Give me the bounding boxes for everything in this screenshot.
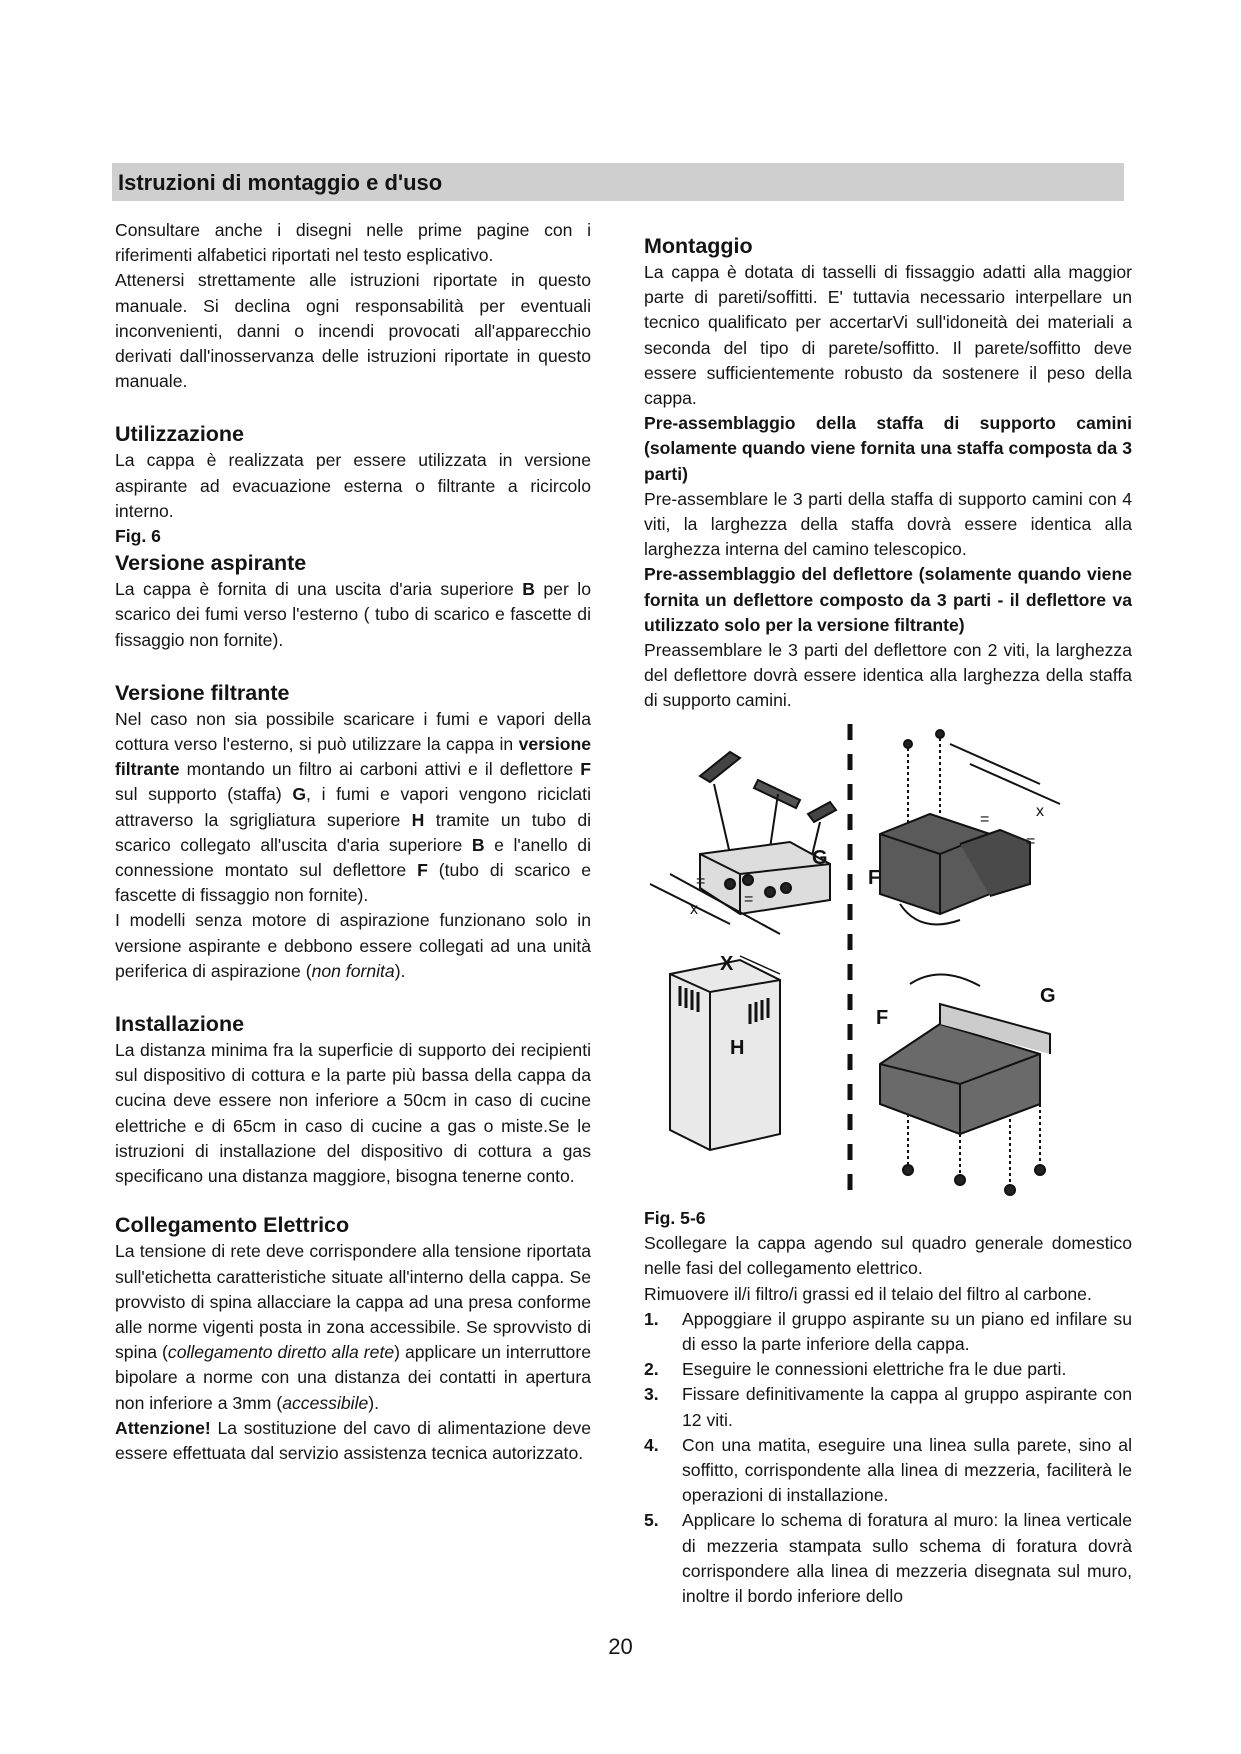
step-item: 2. Eseguire le connessioni elettriche fra le due parti.: [644, 1359, 1067, 1380]
section-banner: [112, 163, 1124, 201]
fig-5-6-text-2: Rimuovere il/i filtro/i grassi ed il telaio del filtro al carbone.: [644, 1283, 1092, 1304]
steps-list: [644, 1307, 1132, 1609]
label-x-small-1: x: [690, 901, 698, 918]
intro-paragraph-2: Attenersi strettamente alle istruzioni riportate in questo manuale. Si declina ogni responsabilità per eventuali inconvenienti, danni o incendi provocati all'apparecchio derivati dall'inosservanza delle istruzioni riportate in questo manuale.: [115, 270, 591, 392]
utilizzazione-heading: Utilizzazione: [115, 422, 245, 447]
right-column-top: [644, 232, 1132, 714]
pre-assemblaggio-deflettore-text: Preassemblare le 3 parti del deflettore con 2 viti, la larghezza del deflettore dovrà essere identica alla larghezza della staffa di supporto camini.: [644, 640, 1132, 711]
montaggio-heading: Montaggio: [644, 234, 753, 258]
intro-paragraph-1: Consultare anche i disegni nelle prime pagine con i riferimenti alfabetici riportati nel testo esplicativo.: [115, 220, 591, 266]
versione-aspirante-text: La cappa è fornita di una uscita d'aria superiore B per lo scarico dei fumi verso l'esterno ( tubo di scarico e fascette di fissaggio non fornite).: [115, 579, 591, 650]
versione-aspirante-heading: Versione aspirante: [115, 551, 307, 576]
left-column: [115, 218, 591, 1466]
label-h: H: [730, 1037, 745, 1059]
page-number: 20: [608, 1634, 633, 1659]
pre-assemblaggio-staffa-heading: Pre-assemblaggio della staffa di supporto camini (solamente quando viene fornita una staffa composta da 3 parti): [644, 413, 1132, 484]
collegamento-elettrico-heading: Collegamento Elettrico: [115, 1213, 350, 1238]
fig-6-label: Fig. 6: [115, 526, 161, 547]
label-x-small-2: x: [1036, 803, 1044, 820]
montaggio-text: La cappa è dotata di tasselli di fissaggio adatti alla maggior parte di pareti/soffitti. E' tuttavia necessario interpellare un tecnico qualificato per accertarVi sull'idoneità dei materiali a seconda del tipo di parete/soffitto. Il parete/soffitto deve essere sufficientemente robusto da sostenere il peso della cappa.: [644, 262, 1132, 409]
label-f-2: F: [876, 1007, 889, 1029]
step-item: 3. Fissare definitivamente la cappa al gruppo aspirante con 12 viti.: [644, 1384, 1132, 1430]
section-title: Istruzioni di montaggio e d'uso: [118, 170, 443, 195]
step-item: 4. Con una matita, eseguire una linea sulla parete, sino al soffitto, corrispondente alla linea di mezzeria, faciliterà le operazioni di installazione.: [644, 1434, 1132, 1506]
label-eq-4: =: [1026, 833, 1036, 850]
right-column-bottom: [644, 1206, 1132, 1609]
label-x: X: [720, 953, 734, 975]
pre-assemblaggio-staffa-text: Pre-assemblare le 3 parti della staffa di supporto camini con 4 viti, la larghezza della staffa dovrà essere identica alla larghezza interna del camino telescopico.: [644, 488, 1132, 560]
pre-assemblaggio-deflettore-heading: Pre-assemblaggio del deflettore (solamente quando viene fornita un deflettore composto da 3 parti - il deflettore va utilizzato solo per la versione filtrante): [644, 564, 1132, 635]
label-eq-1: =: [696, 873, 706, 890]
fig-5-6-text-1: Scollegare la cappa agendo sul quadro generale domestico nelle fasi del collegamento elettrico.: [644, 1233, 1132, 1279]
label-f-1: F: [868, 867, 881, 889]
label-eq-3: =: [980, 811, 990, 828]
label-g-1: G: [812, 847, 828, 869]
utilizzazione-text: La cappa è realizzata per essere utilizzata in versione aspirante ad evacuazione esterna o filtrante a ricircolo interno.: [115, 450, 591, 521]
assembly-figure: [640, 724, 1140, 1204]
fig-5-6-label: Fig. 5-6: [644, 1208, 706, 1228]
collegamento-elettrico-text: La tensione di rete deve corrispondere alla tensione riportata sull'etichetta caratteristiche situate all'interno della cappa. Se provvisto di spina allacciare la cappa ad una presa conforme alle norme vigenti posta in zona accessibile. Se sprovvisto di spina (collegamento diretto alla rete) applicare un interruttore bipolare a norme con una distanza dei contatti in apertura non inferiore a 3mm (accessibile).: [115, 1241, 591, 1413]
installazione-heading: Installazione: [115, 1012, 245, 1037]
step-item: 5. Applicare lo schema di foratura al muro: la linea verticale di mezzeria stampata sullo schema di foratura dovrà corrispondere alla linea di mezzeria disegnata sul muro, inoltre il bordo inferiore dello: [644, 1510, 1132, 1607]
label-eq-2: =: [744, 891, 754, 908]
versione-filtrante-text: Nel caso non sia possibile scaricare i fumi e vapori della cottura verso l'esterno, si può utilizzare la cappa in versione filtrante montando un filtro ai carboni attivi e il deflettore F sul supporto (staffa) G, i fumi e vapori vengono riciclati attraverso la sgrigliatura superiore H tramite un tubo di scarico collegato all'uscita d'aria superiore B e l'anello di connessione montato sul deflettore F (tubo di scarico e fascette di fissaggio non fornite).: [115, 708, 592, 906]
installazione-text: La distanza minima fra la superficie di supporto dei recipienti sul dispositivo di cottura e la parte più bassa della cappa da cucina deve essere non inferiore a 50cm in caso di cucine elettriche e di 65cm in caso di cucine a gas o miste.Se le istruzioni di installazione del dispositivo di cottura a gas specificano una distanza maggiore, bisogna tenerne conto.: [115, 1040, 591, 1187]
versione-filtrante-heading: Versione filtrante: [115, 680, 290, 705]
attenzione-text: Attenzione! La sostituzione del cavo di alimentazione deve essere effettuata dal servizio assistenza tecnica autorizzato.: [115, 1417, 591, 1463]
modelli-senza-motore-text: I modelli senza motore di aspirazione funzionano solo in versione aspirante e debbono essere collegati ad una unità periferica di aspirazione (non fornita).: [115, 910, 591, 981]
label-g-2: G: [1040, 985, 1056, 1007]
step-item: 1. Appoggiare il gruppo aspirante su un piano ed infilare su di esso la parte inferiore della cappa.: [644, 1308, 1132, 1355]
